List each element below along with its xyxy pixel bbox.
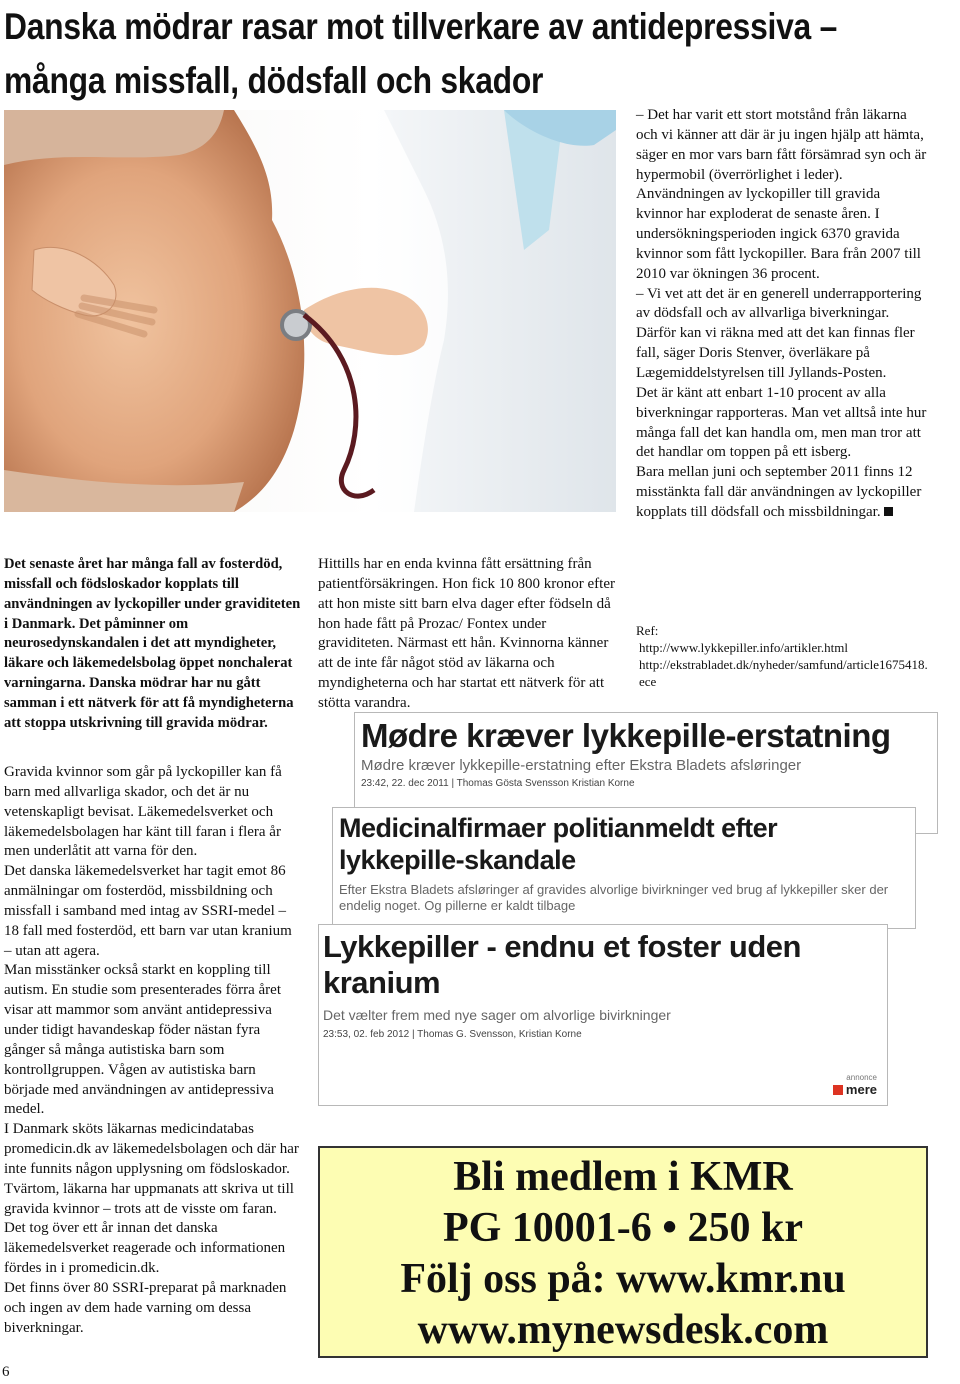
clipping-headline: Medicinalfirmaer politianmeldt efter lykkepille-skandale (339, 813, 778, 875)
clipping-subtitle: Det vælter frem med nye sager om alvorlige bivirkninger (323, 1007, 671, 1023)
references-label: Ref: (636, 623, 659, 638)
right-paragraph: Bara mellan juni och september 2011 finns 12 misstänkta fall där användningen av lyckopiller kopplats till dödsfall och missbildningar. (636, 464, 922, 520)
pregnancy-stethoscope-illustration (4, 110, 616, 512)
reference-link[interactable]: http://www.lykkepiller.info/artikler.html (639, 640, 848, 655)
headline-line-2: många missfall, dödsfall och skador (4, 60, 544, 101)
right-paragraph: – Vi vet att det är en generell underrapportering av dödsfall och av allvarliga biverkningar. Därför kan vi räkna med att det kan finnas fler fall, säger Doris Stenver, överläkare på Lægemiddelstyrelsen till Jyllands-Posten. (636, 285, 922, 381)
article-photo (4, 110, 616, 512)
clipping-subtitle: Efter Ekstra Bladets afsløringer af gravides alvorlige bivirkninger ved brug af lykkepiller sker der endelig noget. Og pillerne er kaldt tilbage (339, 882, 889, 913)
left-paragraph: Man misstänker också starkt en koppling till autism. En studie som presenterades förra året visar att mammor som använt antidepressiva under tidigt havandeskap föder nästan fyra gånger så många autistiska barn som kontrollgruppen. Vågen av autistiska barn började med användningen av antidepressiva medel. (4, 962, 281, 1118)
clipping-2 (332, 807, 916, 929)
promo-line-3[interactable]: Följ oss på: www.kmr.nu (400, 1256, 846, 1302)
left-paragraph: I Danmark sköts läkarnas medicindatabas promedicin.dk av läkemedelsbolagen och där har inte funnits någon upplysning om födsloskador. Tvärtom, läkarna har uppmanats att skriva ut till gravida kvinnor – trots att de visste om faran. Det tog över ett år innan det danska läkemedelsverket reagerade och informationen fördes in i promedicin.dk. (4, 1121, 299, 1277)
end-mark-icon (884, 507, 893, 516)
clipping-headline: Mødre kræver lykkepille-erstatning (361, 717, 891, 754)
brand-icon (833, 1085, 843, 1095)
clipping-subtitle: Mødre kræver lykkepille-erstatning efter Ekstra Bladets afsløringer (361, 757, 802, 774)
right-paragraph: – Det har varit ett stort motstånd från läkarna och vi känner att där är ju ingen hjälp att hämta, säger en mor vars barn fått försämrad syn och är hypermobil (överrörlighet i leder). (636, 107, 927, 183)
membership-promo (318, 1146, 928, 1358)
clipping-headline: Lykkepiller - endnu et foster uden kranium (323, 929, 801, 1000)
left-column-body (4, 763, 302, 1338)
promo-line-1: Bli medlem i KMR (453, 1154, 793, 1200)
clipping-meta: 23:42, 22. dec 2011 | Thomas Gösta Svensson Kristian Korne (361, 778, 635, 789)
clipping-ad (833, 1073, 877, 1097)
ad-label: annonce (846, 1073, 877, 1082)
left-paragraph: Gravida kvinnor som går på lyckopiller kan få barn med allvarliga skador, och det är nu vetenskapligt bevisat. Läkemedelsverket och läkemedelsbolagen har känt till faran i flera år men underlåtit att varna för den. (4, 764, 282, 860)
page-number: 6 (2, 1364, 10, 1380)
middle-column-body: Hittills har en enda kvinna fått ersättning från patientförsäkringen. Hon fick 10 800 kronor efter att hon miste sitt barn elva dager efter födseln då hon hade fått på Prozac/ Fontex under graviditeten. Närmast ett hån. Kvinnorna känner att de inte får något stöd av läkarna och myndigheterna och har startat ett nätverk för att stötta varandra. (318, 556, 615, 711)
promo-line-4[interactable]: www.mynewsdesk.com (417, 1307, 829, 1353)
article-headline (4, 0, 838, 108)
news-clippings (318, 712, 938, 1104)
promo-line-2: PG 10001-6 • 250 kr (442, 1205, 803, 1251)
right-paragraph: Det är känt att enbart 1-10 procent av alla biverkningar rapporteras. Man vet alltså inte hur många fall det kan handla om, men man tror att det handlar om toppen på ett isberg. (636, 384, 927, 461)
headline-line-1: Danska mödrar rasar mot tillverkare av antidepressiva – (4, 6, 838, 47)
lead-paragraph: Det senaste året har många fall av fosterdöd, missfall och födsloskador kopplats till användningen av lyckopiller under graviditeten i Danmark. Det påminner om neurosedynskandalen i det att myndigheter, läkare och läkemedelsbolag öppet nonchalerat varningarna. Danska mödrar har nu gått samman i ett nätverk för att få myndigheterna att stoppa utskrivning till gravida mödrar. (4, 556, 301, 731)
right-paragraph: Användningen av lyckopiller till gravida kvinnor har exploderat de senaste åren. I undersökningsperioden ingick 6370 gravida kvinnor som fått lyckopiller. Bara från 2007 till 2010 var ökningen 36 procent. (636, 186, 921, 282)
left-paragraph: Det finns över 80 SSRI-preparat på marknaden och ingen av dem hade varning om dessa biverkningar. (4, 1279, 287, 1336)
left-paragraph: Det danska läkemedelsverket har tagit emot 86 anmälningar om fosterdöd, missbildning och missfall i samband med intag av SSRI-medel – 18 fall med fosterdöd, ett barn var utan kranium – utan att agera. (4, 863, 292, 959)
clipping-3 (318, 924, 888, 1106)
reference-link[interactable]: http://ekstrabladet.dk/nyheder/samfund/article1675418.ece (639, 657, 928, 689)
references (636, 622, 928, 690)
ad-brand: mere (833, 1082, 877, 1097)
clipping-meta: 23:53, 02. feb 2012 | Thomas G. Svensson, Kristian Korne (323, 1029, 582, 1040)
right-column-body (636, 106, 928, 523)
